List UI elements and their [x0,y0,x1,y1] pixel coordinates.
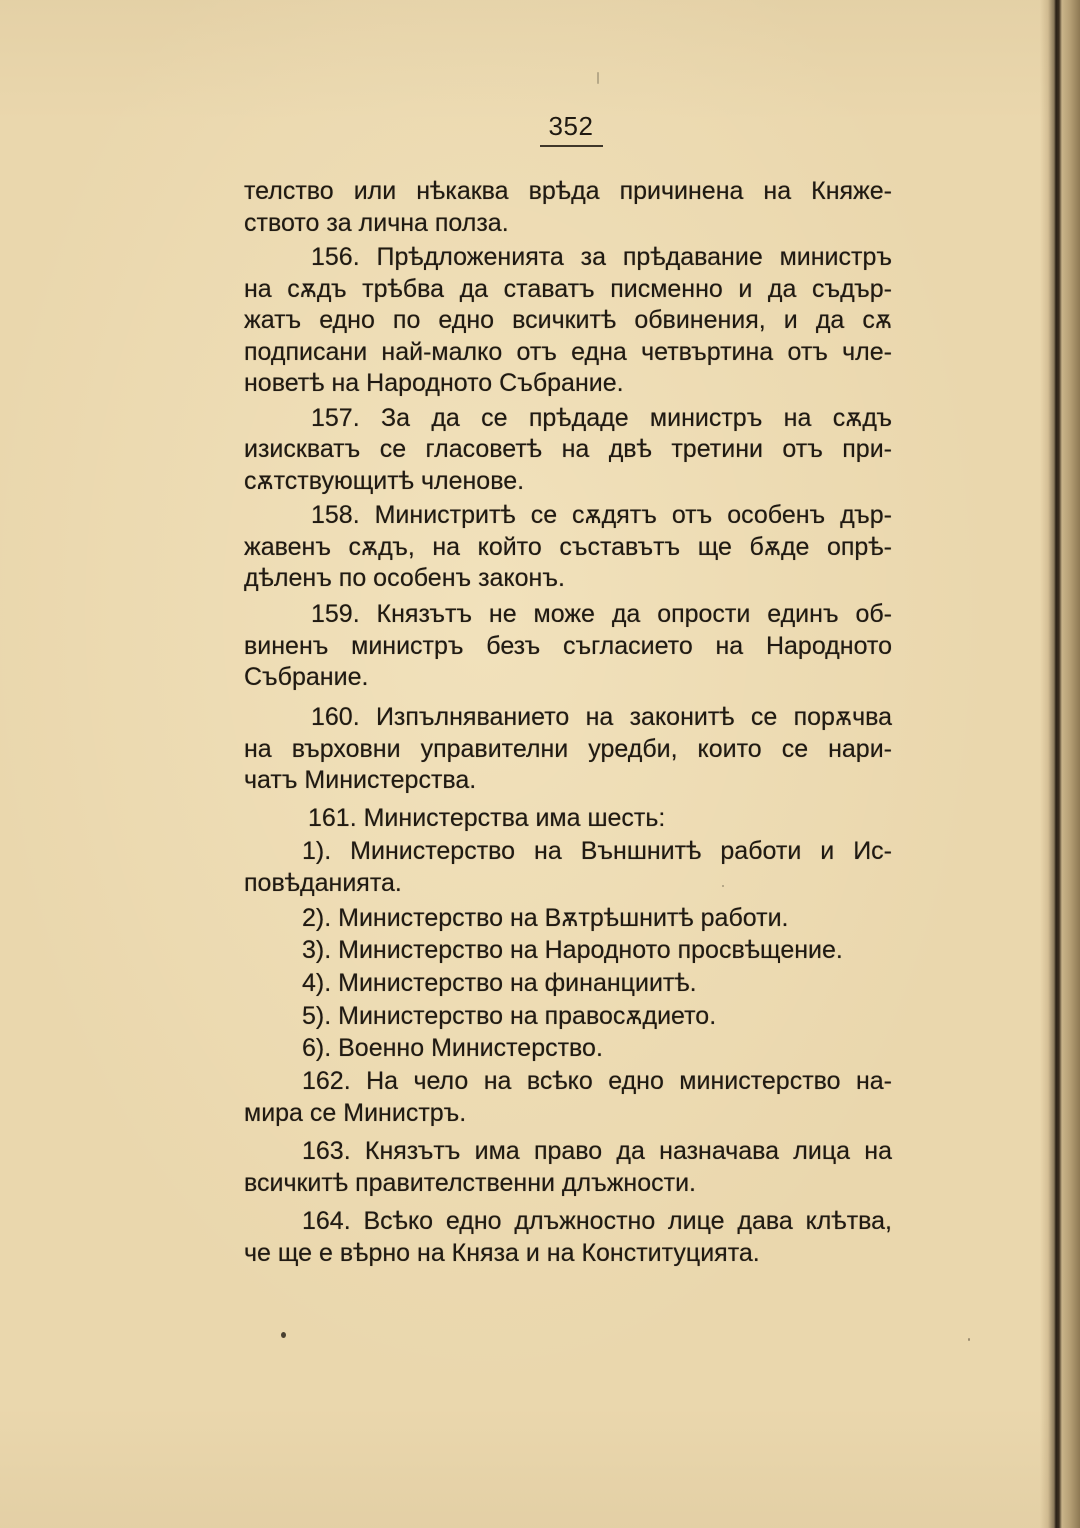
text-line: виненъ министръ безъ съгласието на Народното [244,631,892,660]
text-line: мира се Министръ. [244,1098,467,1127]
page-number-rule [540,145,603,147]
list-item-1 [244,836,892,899]
list-item-6 [244,1033,892,1065]
list-item-4 [244,968,892,1000]
list-item-3 [244,935,892,967]
text-line: 157. За да се прѣдаде министръ на сѫдъ [311,403,892,432]
text-line: подписани най-малко отъ една четвъртина отъ чле- [244,337,892,366]
text-line: жавенъ сѫдъ, на който съставътъ ще бѫде опрѣ- [244,532,892,561]
paper-speck [968,1338,970,1341]
text-line: изискватъ се гласоветѣ на двѣ третини отъ при- [244,435,892,463]
text-line: че ще е вѣрно на Княза и на Конституцията. [244,1238,760,1267]
paragraph-162 [244,1066,892,1129]
text-line: чатъ Министерства. [244,766,477,794]
text-line: на сѫдъ трѣбва да ставатъ писменно и да съдър- [244,274,892,303]
text-line: дѣленъ по особенъ законъ. [244,564,565,592]
text-line: 5). Министерство на правосѫдието. [302,1002,717,1030]
paragraph-157 [244,403,892,498]
text-line: на върховни управителни уредби, които се нари- [244,734,892,763]
paragraph-159 [244,599,892,694]
text-line: ството за лична полза. [244,208,509,237]
paragraph-158 [244,500,892,595]
text-line: повѣданията. [244,868,402,897]
page-number: 352 [548,111,594,141]
paper-speck [722,885,724,887]
text-line: 3). Министерство на Народното просвѣщение. [302,936,843,964]
paragraph-156 [244,242,892,400]
paragraph-161 [244,803,892,835]
text-line: 160. Изпълняванието на законитѣ се порѫчва [311,703,892,731]
text-line: всичкитѣ правителственни длъжности. [244,1168,697,1197]
text-line: 164. Всѣко едно длъжностно лице дава клѣтва, [302,1207,892,1235]
text-line: сѫтствующитѣ членове. [244,466,525,495]
paper-speck [281,1332,286,1338]
text-line: новетѣ на Народното Събрание. [244,369,624,397]
text-line: жатъ едно по едно всичкитѣ обвинения, и да сѫ [244,306,892,334]
body-text [244,176,892,1269]
text-line: 163. Князътъ има право да назначава лица на [302,1137,892,1165]
list-item-5 [244,1001,892,1033]
paper-speck [597,72,599,84]
text-line: телство или нѣкаква врѣда причинена на Княже- [244,177,892,205]
paragraph-160 [244,702,892,797]
text-line: 159. Князътъ не може да опрости единъ об- [311,600,892,628]
text-line: 1). Министерство на Външнитѣ работи и Ис- [302,837,892,865]
text-line: Събрание. [244,663,369,691]
text-line: 158. Министритѣ се сѫдятъ отъ особенъ дър- [311,501,892,529]
text-line: 162. На чело на всѣко едно министерство на- [302,1067,892,1095]
text-line: 2). Министерство на Вѫтрѣшнитѣ работи. [302,904,789,932]
paragraph-163 [244,1136,892,1199]
text-line: 4). Министерство на финанциитѣ. [302,969,697,997]
paragraph-continuation [244,176,892,239]
page-edge-gutter [1040,0,1080,1528]
text-line: 161. Министерства има шесть: [308,804,666,832]
text-line: 156. Прѣдложенията за прѣдавание министръ [311,243,892,271]
paragraph-164 [244,1206,892,1269]
text-line: 6). Военно Министерство. [302,1034,603,1062]
list-item-2 [244,903,892,935]
